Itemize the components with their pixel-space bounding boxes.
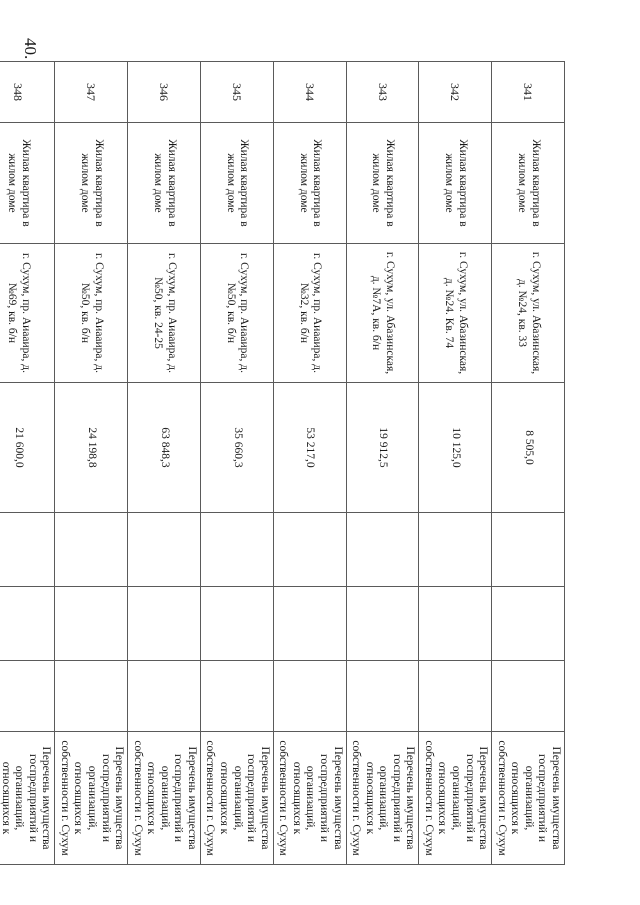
row-number-cell: 341: [492, 62, 565, 123]
basis-cell: Перечень имущества госпредприятий и организаций, относящихся к собственности г. Сухум: [128, 732, 201, 865]
empty-cell: [492, 587, 565, 661]
address-cell: г. Сухум, ул. Абазинская, д. №7А, кв. б/н: [346, 244, 419, 383]
value-cell: 63 848,3: [128, 383, 201, 513]
basis-cell: Перечень имущества госпредприятий и организаций, относящихся к собственности г. Сухум: [273, 732, 346, 865]
table-row: [419, 62, 492, 865]
empty-cell: [128, 661, 201, 732]
empty-cell: [55, 587, 128, 661]
address-cell: г. Сухум, пр. Аиааира, д. №50, кв. б/н: [200, 244, 273, 383]
table-row: [55, 62, 128, 865]
value-cell: 21 600,0: [0, 383, 55, 513]
empty-cell: [0, 513, 55, 587]
empty-cell: [273, 661, 346, 732]
empty-cell: [419, 587, 492, 661]
object-type-cell: Жилая квартира в жилом доме: [0, 123, 55, 244]
basis-cell: Перечень имущества госпредприятий и организаций, относящихся к собственности г. Сухум: [346, 732, 419, 865]
empty-cell: [492, 513, 565, 587]
empty-cell: [128, 513, 201, 587]
value-cell: 35 660,3: [200, 383, 273, 513]
empty-cell: [273, 587, 346, 661]
empty-cell: [492, 661, 565, 732]
address-cell: г. Сухум, пр. Аиааира, д. №50, кв. б/н: [55, 244, 128, 383]
row-number-cell: 346: [128, 62, 201, 123]
value-cell: 10 125,0: [419, 383, 492, 513]
row-number-cell: 344: [273, 62, 346, 123]
address-cell: г. Сухум, пр. Аиааира, д. №32, кв. б/н: [273, 244, 346, 383]
empty-cell: [55, 513, 128, 587]
property-registry-table: [0, 61, 565, 865]
row-number-cell: 347: [55, 62, 128, 123]
object-type-cell: Жилая квартира в жилом доме: [492, 123, 565, 244]
empty-cell: [128, 587, 201, 661]
empty-cell: [346, 587, 419, 661]
empty-cell: [200, 587, 273, 661]
address-cell: г. Сухум, пр. Аиааира, д. №69, кв. б/н: [0, 244, 55, 383]
row-number-cell: 345: [200, 62, 273, 123]
object-type-cell: Жилая квартира в жилом доме: [419, 123, 492, 244]
empty-cell: [419, 513, 492, 587]
value-cell: 19 912,5: [346, 383, 419, 513]
value-cell: 8 505,0: [492, 383, 565, 513]
empty-cell: [0, 587, 55, 661]
row-number-cell: 342: [419, 62, 492, 123]
empty-cell: [55, 661, 128, 732]
value-cell: 53 217,0: [273, 383, 346, 513]
table-row: [492, 62, 565, 865]
basis-cell: Перечень имущества госпредприятий и организаций, относящихся к собственности г. Сухум: [55, 732, 128, 865]
row-number-cell: 343: [346, 62, 419, 123]
table-row: [200, 62, 273, 865]
page-number: 40.: [21, 38, 40, 60]
empty-cell: [273, 513, 346, 587]
value-cell: 24 198,8: [55, 383, 128, 513]
address-cell: г. Сухум, ул. Абазинская, д. №24. Кв. 74: [419, 244, 492, 383]
object-type-cell: Жилая квартира в жилом доме: [128, 123, 201, 244]
empty-cell: [200, 661, 273, 732]
empty-cell: [0, 661, 55, 732]
table-row: [128, 62, 201, 865]
basis-cell: Перечень имущества госпредприятий и организаций, относящихся к собственности г. Сухум: [419, 732, 492, 865]
address-cell: г. Сухум, пр. Аиааира, д. №50, кв. 24-25: [128, 244, 201, 383]
table-row: [346, 62, 419, 865]
basis-cell: Перечень имущества госпредприятий и организаций, относящихся к: [0, 732, 55, 865]
table-row: [273, 62, 346, 865]
table-container: [0, 61, 565, 864]
empty-cell: [200, 513, 273, 587]
table-row: [0, 62, 55, 865]
row-number-cell: 348: [0, 62, 55, 123]
basis-cell: Перечень имущества госпредприятий и организаций, относящихся к собственности г. Сухум: [492, 732, 565, 865]
empty-cell: [346, 661, 419, 732]
object-type-cell: Жилая квартира в жилом доме: [200, 123, 273, 244]
address-cell: г. Сухум, ул. Абазинская, д. №24, кв. 33: [492, 244, 565, 383]
empty-cell: [346, 513, 419, 587]
table-body: [0, 62, 565, 865]
empty-cell: [419, 661, 492, 732]
object-type-cell: Жилая квартира в жилом доме: [346, 123, 419, 244]
object-type-cell: Жилая квартира в жилом доме: [55, 123, 128, 244]
object-type-cell: Жилая квартира в жилом доме: [273, 123, 346, 244]
basis-cell: Перечень имущества госпредприятий и организаций, относящихся к собственности г. Сухум: [200, 732, 273, 865]
